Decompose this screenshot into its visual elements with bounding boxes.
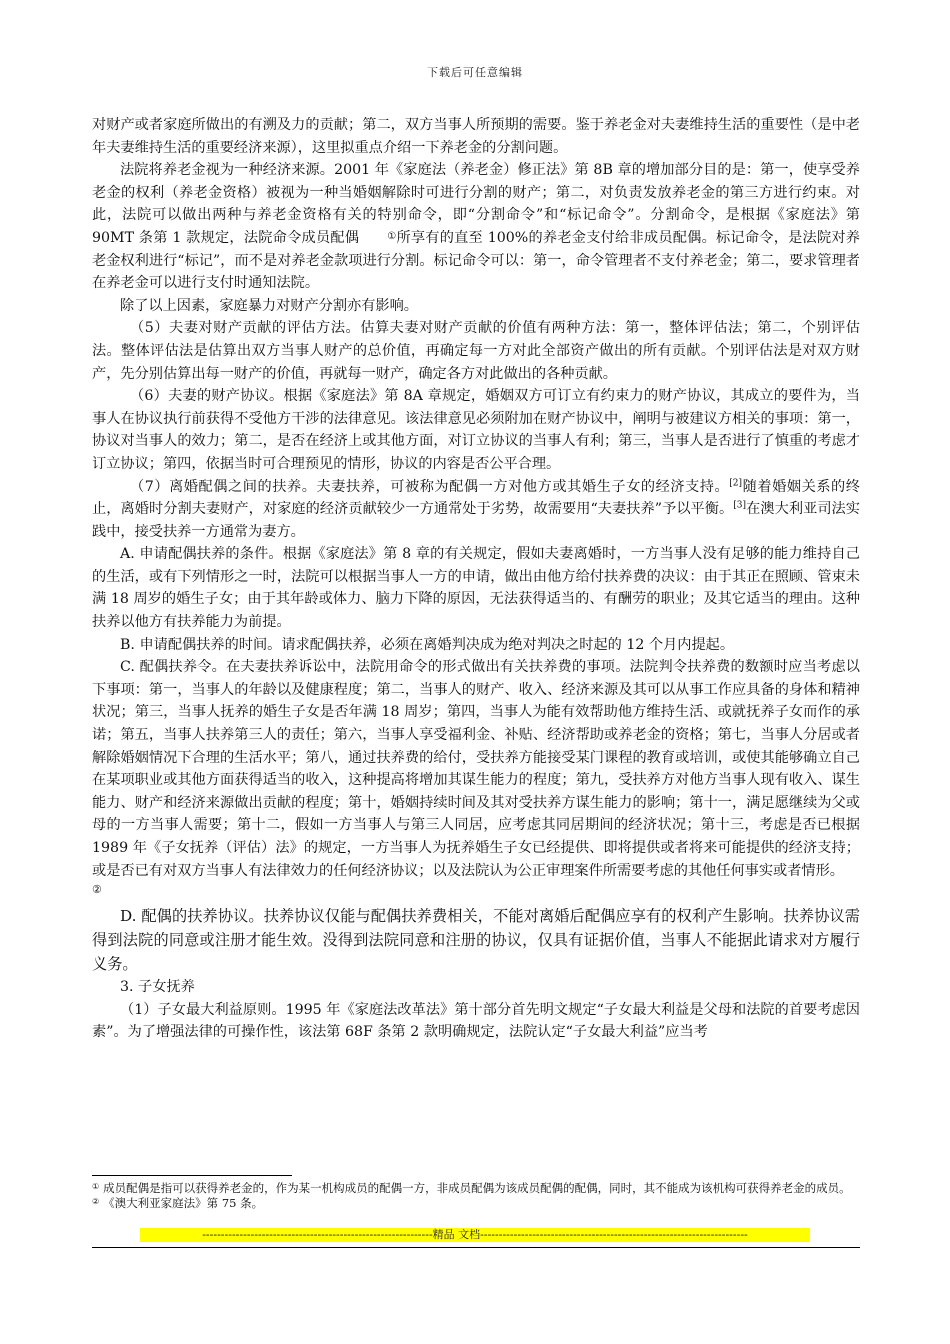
- footnote-mark: ①: [92, 1182, 100, 1191]
- footnote-ref[interactable]: ②: [92, 883, 102, 897]
- paragraph-text: 法院将养老金视为一种经济来源。2001 年《家庭法（养老金）修正法》第 8B 章的增加部分目的是：第一，使享受养老金的权利（养老金资格）被视为一种当婚姻解除时可进行分割的财产；第二，对负责发放养老金的第三方进行约束。对此，法院可以做出两种与养老金资格有关的特别命令，即“分割命令”和“标记命令”。分割命令，是根据《家庭法》第 90MT 条第 1 款规定，法院命令成员配偶: [92, 162, 860, 246]
- paragraph-text: 随着婚姻关系的终止，离婚时分割夫妻财产，对家庭的经济贡献较少一方通常处于劣势，故需要用“夫妻扶养”予以平衡。: [92, 478, 860, 518]
- paragraph: B. 申请配偶扶养的时间。请求配偶扶养，必须在离婚判决成为绝对判决之时起的 12 个月内提起。: [120, 636, 735, 653]
- paragraph: 除了以上因素，家庭暴力对财产分割亦有影响。: [120, 297, 418, 314]
- paragraph: （6）夫妻的财产协议。根据《家庭法》第 8A 章规定，婚姻双方可订立有约束力的财产协议，其成立的要件为，当事人在协议执行前获得不受他方干涉的法律意见。该法律意见必须附加在财产协议中，阐明与被建议方相关的事项：第一，协议对当事人的效力；第二，是否在经济上或其他方面，对订立协议的当事人有利；第三，当事人是否进行了慎重的考虑才订立协议；第四，依据当时可合理预见的情形，协议的内容是否公平合理。: [92, 388, 860, 472]
- footnote-text: 成员配偶是指可以获得养老金的，作为某一机构成员的配偶一方，非成员配偶为该成员配偶的配偶，同时，其不能成为该机构可获得养老金的成员。: [103, 1181, 851, 1195]
- paragraph-text: 在澳大利亚司法实践中，接受扶养一方通常为妻方。: [92, 501, 860, 540]
- paragraph: D. 配偶的扶养协议。扶养协议仅能与配偶扶养费相关，不能对离婚后配偶应享有的权利产生影响。扶养协议需得到法院的同意或注册才能生效。没得到法院同意和注册的协议，仅具有证据价值，当事人不能据此请求对方履行义务。: [92, 907, 860, 974]
- citation-ref[interactable]: [2]: [729, 477, 743, 488]
- footnote-text: 《澳大利亚家庭法》第 75 条。: [103, 1196, 264, 1210]
- citation-ref[interactable]: [3]: [733, 500, 747, 511]
- footer-banner: --------------------------------------------------------------精品 文档------------------------------------------------------------------------: [140, 1228, 810, 1242]
- paragraph: [92, 159, 860, 295]
- paragraph: [92, 476, 860, 544]
- paragraph: （1）子女最大利益原则。1995 年《家庭法改革法》第十部分首先明文规定“子女最大利益是父母和法院的首要考虑因素”。为了增强法律的可操作性，该法第 68F 条第 2 款明确规定，法院认定“子女最大利益”应当考: [92, 1001, 860, 1041]
- section-heading: 3. 子女抚养: [120, 979, 195, 996]
- footnotes: [92, 1180, 860, 1210]
- paragraph: A. 申请配偶扶养的条件。根据《家庭法》第 8 章的有关规定，假如夫妻离婚时，一方当事人没有足够的能力维持自己的生活，或有下列情形之一时，法院可以根据当事人一方的申请，做出由他方给付扶养费的决议：由于其正在照顾、管束未满 18 周岁的婚生子女；由于其年龄或体力、脑力下降的原因，无法获得适当的、有酬劳的职业；及其它适当的理由。这种扶养以他方有扶养能力为前提。: [92, 546, 860, 631]
- footnote-divider: [92, 1175, 292, 1176]
- paragraph-text: 所享有的直至 100%的养老金支付给非成员配偶。标记命令，是法院对养老金权利进行“标记”，而不是对养老金款项进行分割。标记命令可以：第一，命令管理者不支付养老金；第二，要求管理者在养老金可以进行支付时通知法院。: [92, 229, 860, 292]
- footnote: [92, 1180, 860, 1195]
- footnote-ref[interactable]: ①: [387, 230, 397, 242]
- paragraph: （5）夫妻对财产贡献的评估方法。估算夫妻对财产贡献的价值有两种方法：第一，整体评估法；第二，个别评估法。整体评估法是估算出双方当事人财产的总价值，再确定每一方对此全部资产做出的所有贡献。个别评估法是对双方财产，先分别估算出每一财产的价值，再就每一财产，确定各方对此做出的各种贡献。: [92, 320, 860, 382]
- paragraph-text: （7）离婚配偶之间的扶养。夫妻扶养，可被称为配偶一方对他方或其婚生子女的经济支持。: [130, 478, 730, 495]
- footer-divider: [92, 1247, 860, 1248]
- paragraph: 对财产或者家庭所做出的有溯及力的贡献；第二，双方当事人所预期的需要。鉴于养老金对夫妻维持生活的重要性（是中老年夫妻维持生活的重要经济来源），这里拟重点介绍一下养老金的分割问题。: [92, 117, 860, 156]
- footnote: [92, 1195, 860, 1210]
- paragraph: C. 配偶扶养令。在夫妻扶养诉讼中，法院用命令的形式做出有关扶养费的事项。法院判令扶养费的数额时应当考虑以下事项：第一，当事人的年龄以及健康程度；第二，当事人的财产、收入、经济来源及其可以从事工作应具备的身体和精神状况；第三，当事人抚养的婚生子女是否年满 18 周岁；第四，当事人为能有效帮助他方维持生活、或就抚养子女而作的承诺；第五，当事人扶养第三人的责任；第六，当事人享受福利金、补贴、经济帮助或养老金的资格；第七，当事人分居或者解除婚姻情况下合理的生活水平；第八，通过扶养费的给付，受扶养方能接受某门课程的教育或培训，或使其能够确立自己在某项职业或其他方面获得适当的收入，这种提高将增加其谋生能力的程度；第九，受扶养方对他方当事人现有收入、谋生能力、财产和经济来源做出贡献的程度；第十，婚姻持续时间及其对受扶养方谋生能力的影响；第十一，满足愿继续为父或母的一方当事人需要；第十二，假如一方当事人与第三人同居，应考虑其同居期间的经济状况；第十三，考虑是否已根据 1989 年《子女抚养（评估）法》的规定，一方当事人为抚养婚生子女已经提供、即将提供或者将来可能提供的经济支持；或是否已有对双方当事人有法律效力的任何经济协议；以及法院认为公正审理案件所需要考虑的其他任何事实或者情形。: [92, 659, 860, 879]
- footnote-mark: ②: [92, 1197, 100, 1206]
- document-body: [92, 114, 860, 1044]
- page-header: 下载后可任意编辑: [427, 66, 523, 79]
